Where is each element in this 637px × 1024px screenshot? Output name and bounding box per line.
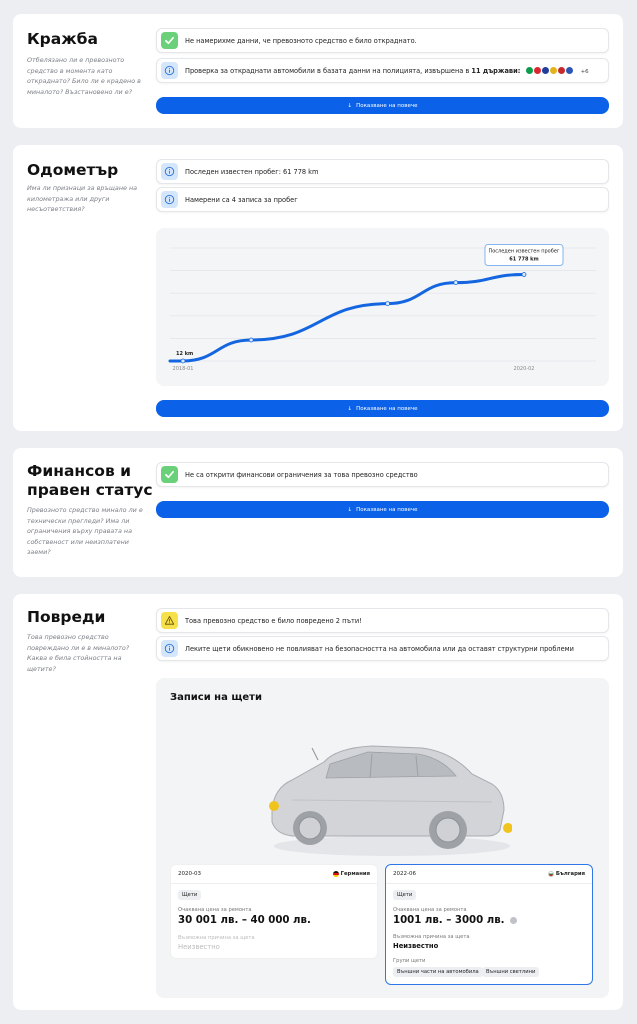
- mileage-chart-svg: [156, 228, 609, 386]
- x-tick-label: 2020-02: [513, 366, 535, 372]
- mileage-point-2018-06[interactable]: [249, 338, 253, 342]
- damage-marker[interactable]: [503, 823, 512, 833]
- flag-icon: [558, 67, 565, 74]
- help-icon[interactable]: [510, 917, 517, 924]
- finance-section: [13, 448, 623, 577]
- warning-row: [156, 608, 609, 633]
- check-icon: [161, 32, 178, 49]
- info-text: Леките щети обикновено не повлияват на безопасността на автомобила или да оставят структурни проблеми: [185, 644, 574, 653]
- flag-icon: [542, 67, 549, 74]
- damage-group-chip: Външни части на автомобила: [393, 967, 483, 977]
- damage-records-title: Записи на щети: [170, 692, 262, 703]
- title-line-1: Финансов и: [27, 462, 132, 480]
- tooltip-value: 61 778 km: [509, 256, 539, 263]
- first-point-label: 12 km: [176, 350, 194, 357]
- x-tick-label: 2018-01: [172, 366, 194, 372]
- damage-record-card-selected[interactable]: [385, 864, 593, 985]
- last-point-tooltip: [485, 245, 563, 266]
- flag-icon: [534, 67, 541, 74]
- repair-price: [393, 915, 517, 926]
- title-line-2: правен статус: [27, 481, 153, 499]
- status-text: Не са открити финансови ограничения за това превозно средство: [185, 470, 418, 479]
- button-label: Показване на повече: [356, 405, 418, 412]
- record-date: 2022-06: [393, 871, 416, 877]
- repair-price: 30 001 лв. – 40 000 лв.: [178, 915, 311, 926]
- records-row: [156, 187, 609, 212]
- info-icon: [161, 62, 178, 79]
- country-name: Германия: [340, 871, 370, 877]
- countries-count: 11 държави:: [471, 66, 521, 75]
- records-text: Намерени са 4 записа за пробег: [185, 195, 298, 204]
- groups-label: Групи щети: [393, 958, 426, 964]
- car-illustration: [252, 718, 512, 868]
- section-title: Кражба: [27, 30, 98, 48]
- country-name: България: [555, 871, 585, 877]
- warning-text: Това превозно средство е било повредено 2 пъти!: [185, 616, 362, 625]
- info-row: [156, 58, 609, 83]
- section-title: Одометър: [27, 161, 119, 179]
- button-label: Показване на повече: [356, 506, 418, 513]
- mileage-row: [156, 159, 609, 184]
- status-text: Не намерихме данни, че превозното средство е било откраднато.: [185, 36, 417, 45]
- flag-icon: [566, 67, 573, 74]
- cause-value: Неизвестно: [393, 942, 439, 950]
- status-row: [156, 462, 609, 487]
- section-title: Повреди: [27, 608, 106, 626]
- damage-section: [13, 594, 623, 1010]
- damage-type-chip: Щети: [178, 890, 201, 900]
- divider: [171, 883, 377, 884]
- info-icon: [161, 191, 178, 208]
- damage-marker[interactable]: [269, 801, 279, 811]
- divider: [386, 883, 592, 884]
- mileage-point-2019-04[interactable]: [386, 302, 390, 306]
- cause-value: Неизвестно: [178, 943, 220, 951]
- tooltip-title: Последен известен пробег: [488, 248, 560, 255]
- mileage-point-2018-01[interactable]: [181, 359, 185, 363]
- status-row: [156, 28, 609, 53]
- cause-label: Възможна причина за щета: [393, 934, 470, 940]
- flag-icon: [526, 67, 533, 74]
- show-more-button[interactable]: [156, 400, 609, 417]
- info-icon: [161, 163, 178, 180]
- damage-type-chip: Щети: [393, 890, 416, 900]
- theft-section: [13, 14, 623, 128]
- section-description: Отбелязано ли е превозното средство в момента като откраднато? Било ли е крадено в миналото? Възстановено ли е?: [27, 56, 141, 96]
- mileage-text: Последен известен пробег: 61 778 km: [185, 167, 319, 176]
- damage-group-chip: Външни светлини: [482, 967, 539, 977]
- more-countries[interactable]: +6: [580, 68, 589, 75]
- show-more-button[interactable]: [156, 97, 609, 114]
- record-country: [548, 871, 585, 877]
- section-description: Това превозно средство повреждано ли е в миналото? Каква е била стойността на щетите?: [27, 633, 130, 673]
- mileage-point-2020-02[interactable]: [522, 273, 526, 277]
- price-label: Очаквана цена за ремонта: [393, 907, 467, 913]
- section-description: Превозното средство минало ли е технически прегледи? Има ли ограничения върху правата на собственост или неизплатени заеми?: [27, 506, 143, 556]
- repair-price-value: 1001 лв. – 3000 лв.: [393, 915, 505, 926]
- mileage-point-2019-09[interactable]: [454, 281, 458, 285]
- country-flags: [526, 67, 573, 74]
- record-date: 2020-03: [178, 871, 201, 877]
- info-row: [156, 636, 609, 661]
- arrow-down-icon: ↓: [347, 102, 353, 109]
- damage-records-panel: [156, 678, 609, 998]
- cause-label: Възможна причина за щета: [178, 935, 255, 941]
- flag-bulgaria-icon: [548, 871, 554, 877]
- button-label: Показване на повече: [356, 102, 418, 109]
- warning-icon: [161, 612, 178, 629]
- arrow-down-icon: ↓: [347, 405, 353, 412]
- flag-icon: [550, 67, 557, 74]
- mileage-chart: [156, 228, 609, 386]
- mileage-series-line: [170, 275, 524, 361]
- record-country: [333, 871, 370, 877]
- info-icon: [161, 640, 178, 657]
- damage-record-card[interactable]: [170, 864, 378, 959]
- price-label: Очаквана цена за ремонта: [178, 907, 252, 913]
- flag-germany-icon: [333, 871, 339, 877]
- check-icon: [161, 466, 178, 483]
- arrow-down-icon: ↓: [347, 506, 353, 513]
- info-text: [185, 67, 589, 75]
- show-more-button[interactable]: [156, 501, 609, 518]
- odometer-section: [13, 145, 623, 431]
- section-title: [27, 462, 153, 500]
- section-description: Има ли признаци за връщане на километража или други несъответствия?: [27, 184, 138, 213]
- info-text-main: Проверка за откраднати автомобили в базата данни на полицията, извършена в: [185, 66, 470, 75]
